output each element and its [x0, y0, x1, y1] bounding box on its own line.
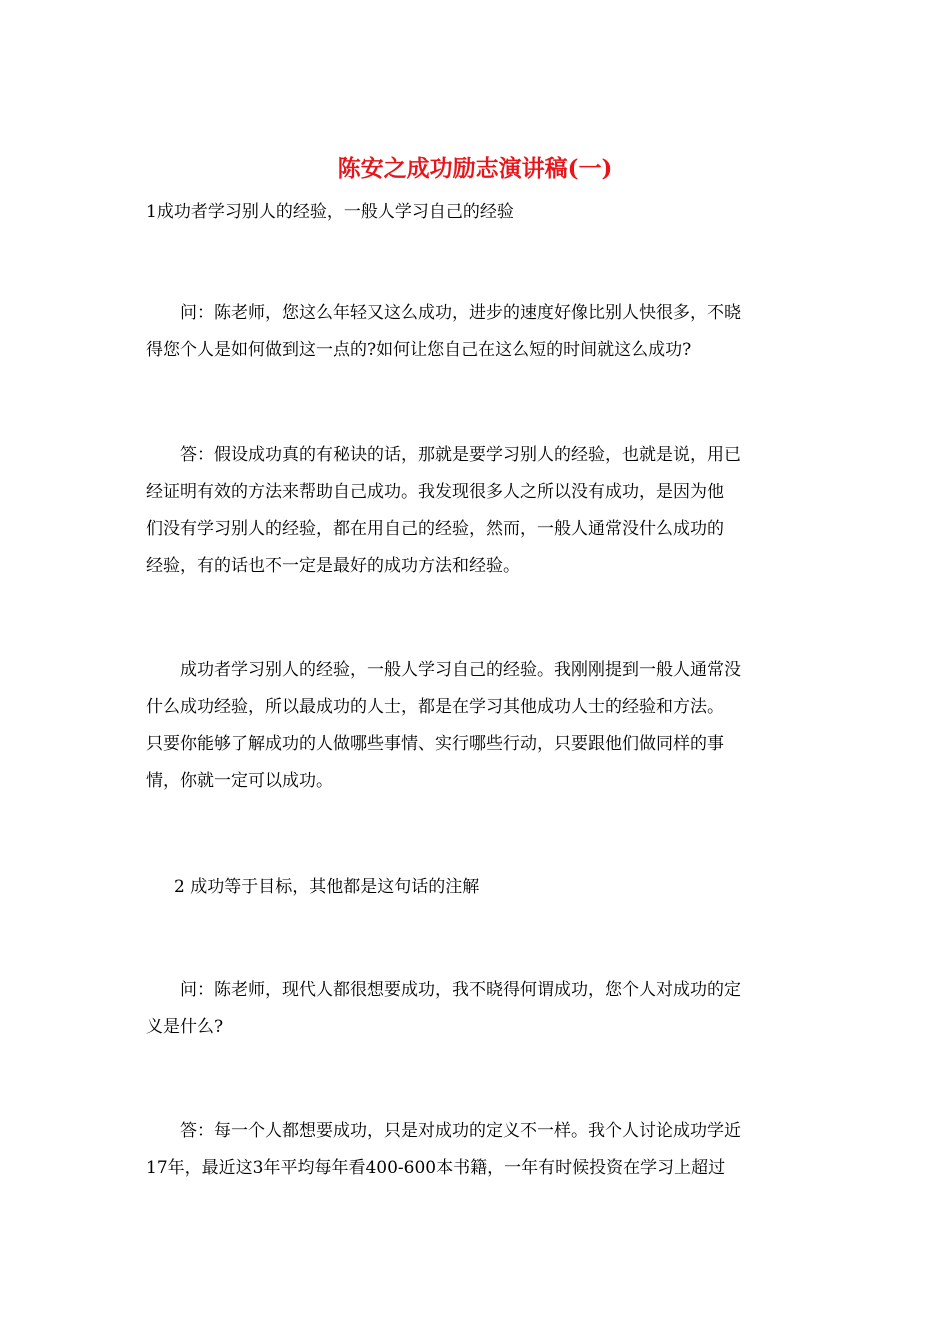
document-title: 陈安之成功励志演讲稿(一)	[337, 155, 613, 182]
paragraph-3-line-2: 什么成功经验，所以最成功的人士，都是在学习其他成功人士的经验和方法。	[146, 697, 724, 717]
paragraph-2-line-4: 经验，有的话也不一定是最好的成功方法和经验。	[146, 556, 520, 576]
paragraph-2-line-2: 经证明有效的方法来帮助自己成功。我发现很多人之所以没有成功，是因为他	[146, 482, 724, 502]
section-1-heading: 1成功者学习别人的经验，一般人学习自己的经验	[146, 202, 514, 222]
paragraph-3	[146, 652, 806, 800]
paragraph-5	[146, 1113, 806, 1187]
paragraph-5-line-2: 17年，最近这3年平均每年看400-600本书籍，一年有时候投资在学习上超过	[146, 1158, 726, 1178]
paragraph-1-line-2: 得您个人是如何做到这一点的?如何让您自己在这么短的时间就这么成功?	[146, 340, 692, 360]
paragraph-3-line-4: 情，你就一定可以成功。	[146, 771, 333, 791]
paragraph-4	[146, 972, 806, 1046]
paragraph-2	[146, 437, 806, 585]
paragraph-2-line-3: 们没有学习别人的经验，都在用自己的经验，然而，一般人通常没什么成功的	[146, 519, 724, 539]
section-2-heading: 2 成功等于目标，其他都是这句话的注解	[174, 877, 480, 897]
paragraph-2-line-1: 答：假设成功真的有秘诀的话，那就是要学习别人的经验，也就是说，用已	[180, 445, 741, 465]
paragraph-5-line-1: 答：每一个人都想要成功，只是对成功的定义不一样。我个人讨论成功学近	[180, 1121, 741, 1141]
paragraph-1-line-1: 问：陈老师，您这么年轻又这么成功，进步的速度好像比别人快很多，不晓	[180, 303, 741, 323]
paragraph-3-line-3: 只要你能够了解成功的人做哪些事情、实行哪些行动，只要跟他们做同样的事	[146, 734, 724, 754]
paragraph-4-line-1: 问：陈老师，现代人都很想要成功，我不晓得何谓成功，您个人对成功的定	[180, 980, 741, 1000]
paragraph-3-line-1: 成功者学习别人的经验，一般人学习自己的经验。我刚刚提到一般人通常没	[180, 660, 741, 680]
paragraph-4-line-2: 义是什么?	[146, 1017, 224, 1037]
paragraph-1	[146, 295, 806, 369]
